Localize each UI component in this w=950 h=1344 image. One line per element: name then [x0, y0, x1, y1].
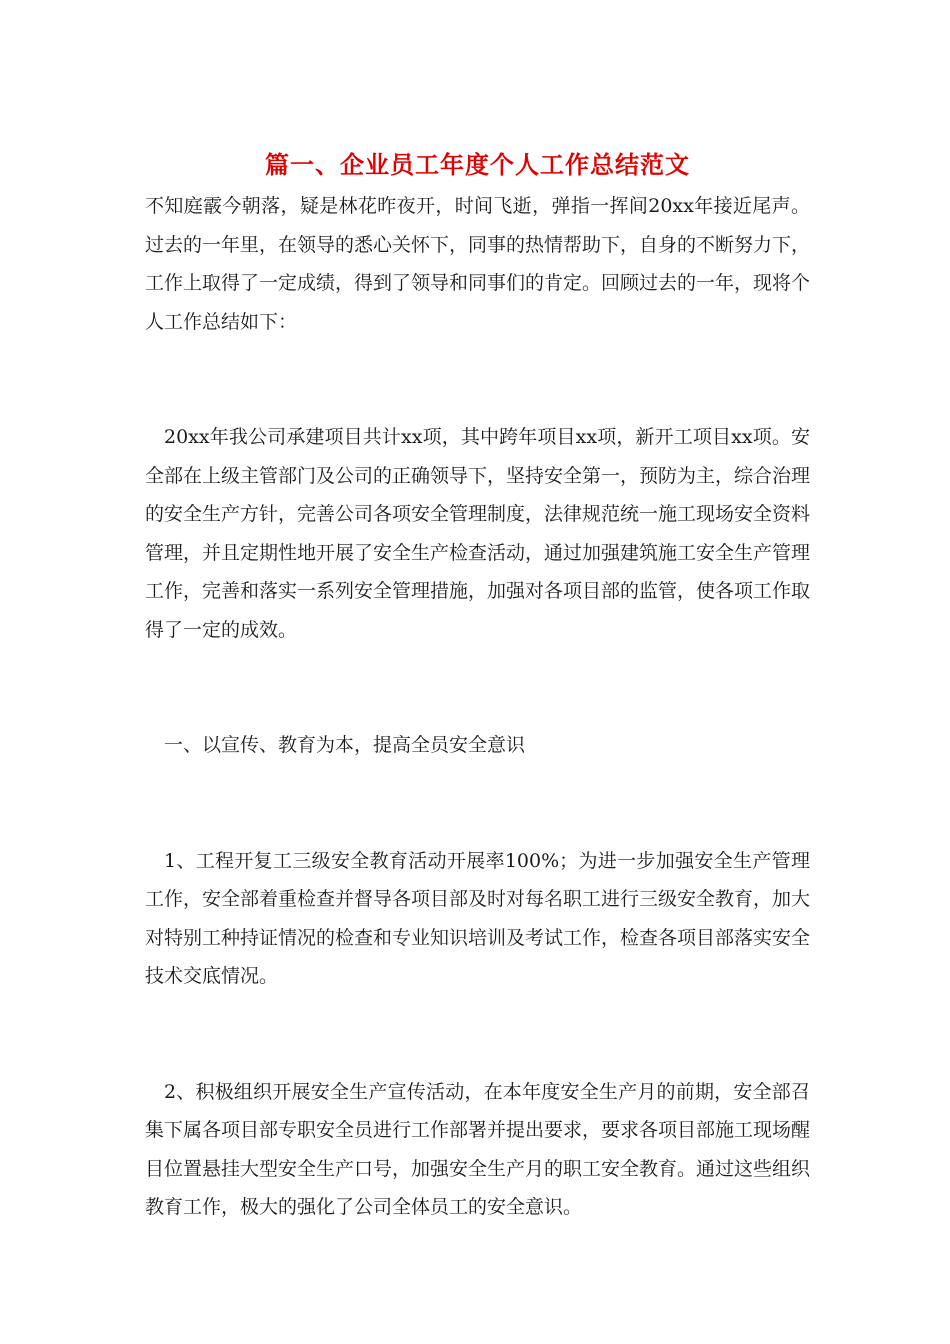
overview-paragraph: 20xx年我公司承建项目共计xx项，其中跨年项目xx项，新开工项目xx项。安全部在上级主管部门及公司的正确领导下，坚持安全第一，预防为主，综合治理的安全生产方针，完善公司各项安全管理制度，法律规范统一施工现场安全资料管理，并且定期性地开展了安全生产检查活动，通过加强建筑施工安全生产管理工作，完善和落实一系列安全管理措施，加强对各项目部的监管，使各项工作取得了一定的成效。: [145, 426, 811, 641]
intro-paragraph: 不知庭霰今朝落，疑是林花昨夜开，时间飞逝，弹指一挥间20xx年接近尾声。过去的一年里，在领导的悉心关怀下，同事的热情帮助下，自身的不断努力下，工作上取得了一定成绩，得到了领导和同事们的肯定。回顾过去的一年，现将个人工作总结如下：: [145, 195, 811, 333]
document-title: 篇一、企业员工年度个人工作总结范文: [265, 150, 690, 179]
paragraph-spacer: [145, 649, 810, 726]
document-page: [145, 145, 810, 1227]
paragraph-spacer: [145, 341, 810, 418]
item-2-paragraph: 2、积极组织开展安全生产宣传活动，在本年度安全生产月的前期，安全部召集下属各项目部专职安全员进行工作部署并提出要求，要求各项目部施工现场醒目位置悬挂大型安全生产口号，加强安全生产月的职工安全教育。通过这些组织教育工作，极大的强化了公司全体员工的安全意识。: [145, 1080, 811, 1218]
item-1-paragraph: 1、工程开复工三级安全教育活动开展率100%；为进一步加强安全生产管理工作，安全部着重检查并督导各项目部及时对每名职工进行三级安全教育，加大对特别工种持证情况的检查和专业知识培训及考试工作，检查各项目部落实安全技术交底情况。: [145, 849, 811, 987]
section-heading: 一、以宣传、教育为本，提高全员安全意识: [164, 734, 526, 756]
paragraph-spacer: [145, 996, 810, 1073]
paragraph-spacer: [145, 765, 810, 842]
